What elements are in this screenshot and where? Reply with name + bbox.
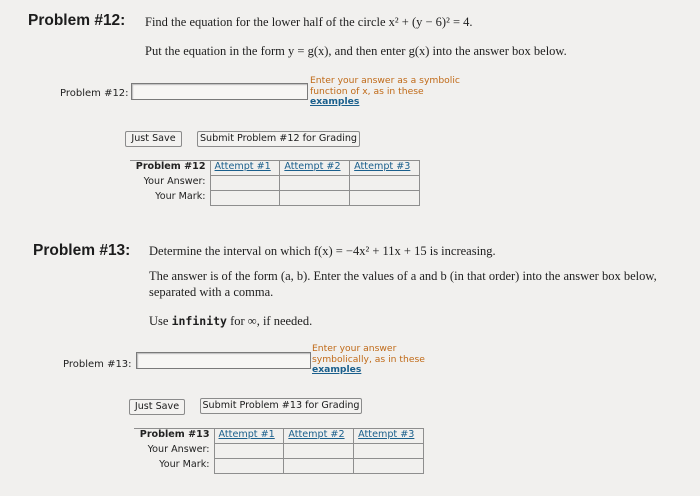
problem-12-attempt-2-link[interactable]: Attempt #2 [284,161,341,172]
problem-13-attempts-table [134,428,424,474]
problem-13-attempt-3-link[interactable]: Attempt #3 [358,429,415,440]
problem-13-hint-text: Enter your answer symbolically, as in these [312,343,425,365]
problem-12-attempts-table [130,160,420,206]
problem-13-answer-input[interactable] [136,352,311,369]
problem-12-just-save-button[interactable]: Just Save [125,131,182,147]
problem-13-mark-cell-2 [284,459,354,474]
problem-12-answer-cell-3 [350,176,420,191]
problem-13-answer-cell-3 [354,444,424,459]
problem-13-examples-link[interactable]: examples [312,364,362,375]
problem-13-statement: Determine the interval on which f(x) = −4x² + 11x + 15 is increasing. [149,244,496,258]
problem-13-instruction: The answer is of the form (a, b). Enter the values of a and b (in that order) into the answer box below, separated with a comma. [149,269,657,299]
problem-12-hint-text: Enter your answer as a symbolic function of x, as in these [310,75,460,97]
problem-12-instruction: Put the equation in the form y = g(x), and then enter g(x) into the answer box below. [145,44,567,58]
problem-12-attempt-1-link[interactable]: Attempt #1 [214,161,271,172]
problem-13-mark-cell-1 [214,459,284,474]
problem-13-submit-button[interactable]: Submit Problem #13 for Grading [200,398,362,414]
problem-13-attempt-2-link[interactable]: Attempt #2 [288,429,345,440]
problem-13-infinity-note: Use infinity for ∞, if needed. [149,314,313,328]
problem-12-hint [310,76,460,108]
problem-12-answer-cell-2 [280,176,350,191]
problem-12-answer-input[interactable] [131,83,308,100]
problem-12-your-answer-label: Your Answer: [130,176,210,191]
problem-13-title: Problem #13: [33,242,131,259]
problem-13-your-mark-label: Your Mark: [134,459,214,474]
problem-12-table-header: Problem #12 [130,161,210,176]
problem-13-mark-cell-3 [354,459,424,474]
problem-12-submit-button[interactable]: Submit Problem #12 for Grading [197,131,360,147]
problem-12-title: Problem #12: [28,12,126,29]
problem-13-your-answer-label: Your Answer: [134,444,214,459]
problem-12-your-mark-label: Your Mark: [130,191,210,206]
problem-13-answer-cell-1 [214,444,284,459]
problem-13-hint [312,344,437,376]
problem-12-field-label: Problem #12: [60,88,129,99]
problem-12-statement: Find the equation for the lower half of the circle x² + (y − 6)² = 4. [145,15,473,29]
problem-13-answer-cell-2 [284,444,354,459]
problem-13-attempt-1-link[interactable]: Attempt #1 [218,429,275,440]
problem-12-mark-cell-3 [350,191,420,206]
problem-12-attempt-3-link[interactable]: Attempt #3 [354,161,411,172]
problem-12-answer-cell-1 [210,176,280,191]
problem-12-mark-cell-2 [280,191,350,206]
problem-13-just-save-button[interactable]: Just Save [129,399,185,415]
problem-13-table-header: Problem #13 [134,429,214,444]
problem-12-examples-link[interactable]: examples [310,96,360,107]
problem-13-field-label: Problem #13: [63,359,132,370]
problem-12-mark-cell-1 [210,191,280,206]
